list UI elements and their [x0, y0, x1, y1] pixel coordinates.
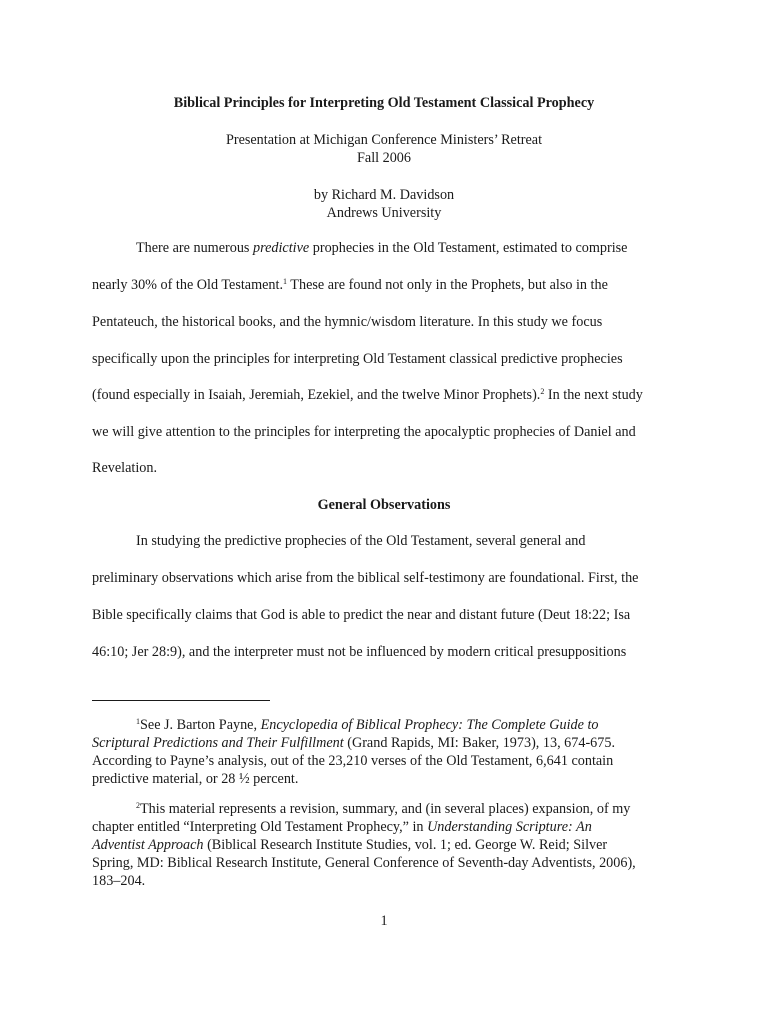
footnote-number: 2 — [136, 801, 140, 810]
paragraph-line: preliminary observations which arise from the biblical self-testimony are foundational. First, the — [92, 570, 639, 586]
paragraph-line: 46:10; Jer 28:9), and the interpreter must not be influenced by modern critical presuppositions — [92, 644, 627, 660]
footnote-line: $^1$See J. Barton Payne, Encyclopedia of Biblical Prophecy: The Complete Guide to — [136, 717, 599, 733]
footnote-line: Spring, MD: Biblical Research Institute, General Conference of Seventh-day Adventists, 2006), — [92, 855, 636, 871]
paragraph-line: we will give attention to the principles for interpreting the apocalyptic prophecies of Daniel and — [92, 424, 636, 440]
footnote-line: predictive material, or 28 ½ percent. — [92, 771, 299, 787]
footnote-line: $^2$This material represents a revision, summary, and (in several places) expansion, of my — [136, 801, 631, 817]
paragraph-line: There are numerous predictive prophecies in the Old Testament, estimated to comprise — [136, 240, 628, 256]
footnote-line: Scriptural Predictions and Their Fulfillment (Grand Rapids, MI: Baker, 1973), 13, 674-675. — [92, 735, 616, 751]
paragraph-line: (found especially in Isaiah, Jeremiah, Ezekiel, and the twelve Minor Prophets).$^2$ In the next study — [92, 387, 643, 403]
footnote-ref[interactable]: 1 — [283, 277, 288, 286]
paragraph-line: specifically upon the principles for interpreting Old Testament classical predictive prophecies — [92, 351, 623, 367]
page-number: 1 — [380, 913, 388, 929]
section-heading: General Observations — [317, 497, 451, 513]
paragraph-line: Pentateuch, the historical books, and the hymnic/wisdom literature. In this study we focus — [92, 314, 603, 330]
paragraph-line: nearly 30% of the Old Testament.$^1$ These are found not only in the Prophets, but also in the — [92, 277, 608, 293]
footnote-ref[interactable]: 2 — [540, 387, 545, 396]
presentation-line: Presentation at Michigan Conference Ministers’ Retreat — [225, 132, 543, 148]
footnote-number: 1 — [136, 717, 140, 726]
paragraph-line: Bible specifically claims that God is able to predict the near and distant future (Deut 18:22; Isa — [92, 607, 631, 623]
footnote-line: 183–204. — [92, 873, 146, 889]
footnote-line: Adventist Approach (Biblical Research Institute Studies, vol. 1; ed. George W. Reid; Silver — [92, 837, 608, 853]
paragraph-line: In studying the predictive prophecies of the Old Testament, several general and — [136, 533, 586, 549]
paragraph-line: Revelation. — [92, 460, 158, 476]
date-line: Fall 2006 — [357, 150, 411, 166]
author-line: by Richard M. Davidson — [313, 187, 455, 203]
footnote-divider — [92, 700, 270, 701]
footnote-line: According to Payne’s analysis, out of the 23,210 verses of the Old Testament, 6,641 contain — [92, 753, 614, 769]
affiliation-line: Andrews University — [326, 205, 442, 221]
footnote-line: chapter entitled “Interpreting Old Testament Prophecy,” in Understanding Scripture: An — [92, 819, 592, 835]
document-title: Biblical Principles for Interpreting Old Testament Classical Prophecy — [173, 95, 595, 111]
